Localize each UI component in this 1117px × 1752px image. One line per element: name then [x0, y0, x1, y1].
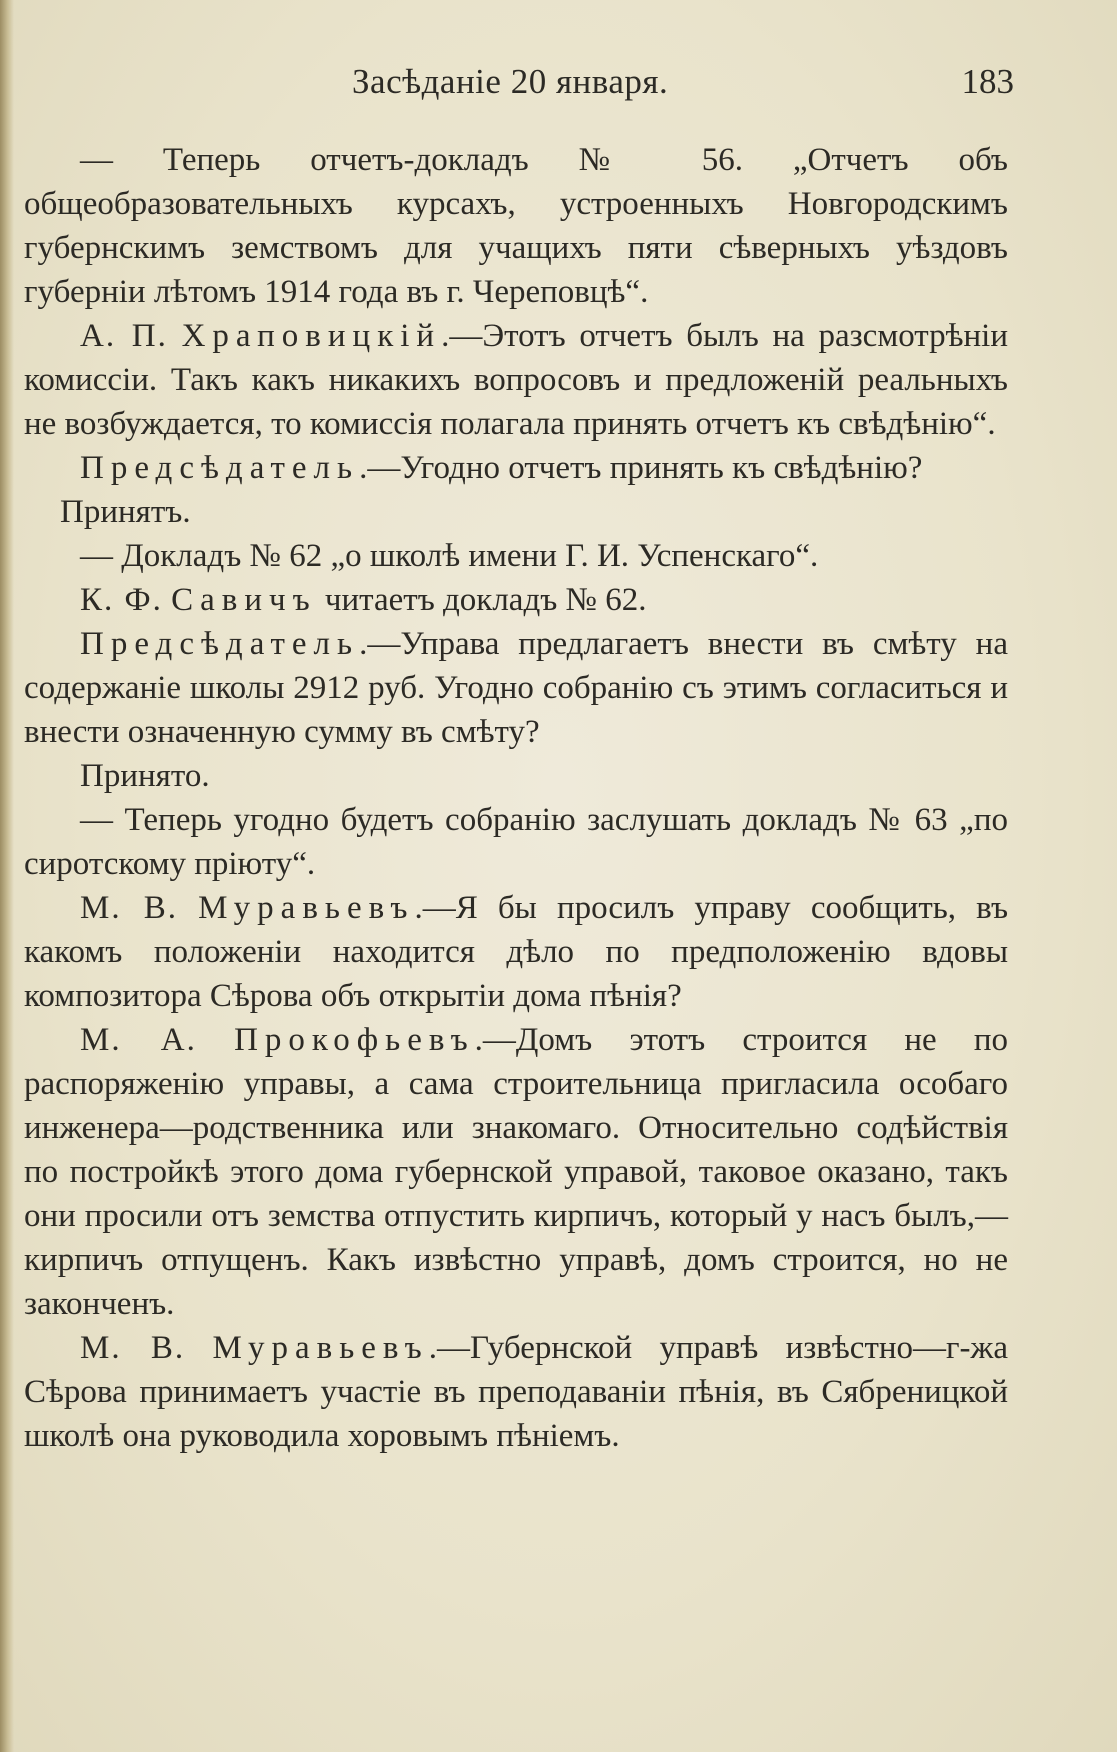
paragraph-text: — Теперь отчетъ-докладъ № 56. „Отчетъ объ общеобразовательныхъ курсахъ, устроенныхъ Новгородскимъ губернскимъ земствомъ для учащихъ пяти сѣверныхъ уѣздовъ губерніи лѣтомъ 1914 года въ г. Череповцѣ“. [24, 142, 1008, 310]
speaker-name: Предсѣдатель [80, 626, 360, 662]
paragraph [24, 314, 1008, 446]
speaker-name: Прокофьевъ [234, 1022, 475, 1058]
speaker-initials: М. В. [80, 890, 178, 926]
paragraph-text: .—Управа предлагаетъ внести въ смѣту на содержаніе школы 2912 руб. Угодно собранію съ этимъ согласиться и внести означенную сумму въ смѣту? [24, 626, 1008, 750]
paragraph-text: читаетъ докладъ № 62. [316, 582, 647, 618]
paragraph-text: Принято. [80, 758, 210, 794]
paragraph-text: .—Угодно отчетъ принять къ свѣдѣнію? [359, 450, 923, 486]
paragraph [24, 490, 1008, 534]
page-binding-edge [0, 0, 14, 1752]
speaker-initials: М. В. [80, 1330, 186, 1366]
paragraph-text: .—Домъ этотъ строится не по распоряженію управы, а сама строительница пригласила особаго инженера—родственника или знакомаго. Относительно содѣйствія по постройкѣ этого дома губернской управой, таковое оказано, такъ они просили отъ земства отпустить кирпичъ, который у насъ былъ,—кирпичъ отпущенъ. Какъ извѣстно управѣ, домъ строится, но не законченъ. [24, 1022, 1008, 1322]
paragraph [24, 886, 1008, 1018]
paragraph [24, 138, 1008, 314]
paragraph [24, 578, 1008, 622]
paragraph-text: .—Я бы просилъ управу сообщить, въ какомъ положеніи находится дѣло по предположенію вдовы композитора Сѣрова объ открытіи дома пѣнія? [24, 890, 1009, 1014]
paragraph-text: — Теперь угодно будетъ собранію заслушать докладъ № 63 „по сиротскому пріюту“. [24, 802, 1008, 882]
paragraph [24, 622, 1008, 754]
speaker-initials: А. П. [80, 318, 168, 354]
speaker-name: Предсѣдатель [80, 450, 360, 486]
page-number: 183 [961, 62, 1014, 101]
paragraph [24, 1326, 1008, 1458]
speaker-name: Муравьевъ [198, 890, 415, 926]
paragraph-text: .—Губернской управѣ извѣстно—г-жа Сѣрова принимаетъ участіе въ преподаваніи пѣнія, въ Сябреницкой школѣ она руководила хоровымъ пѣніемъ. [24, 1330, 1008, 1454]
paragraph [24, 754, 1008, 798]
paragraph [24, 1018, 1008, 1326]
speaker-name: Муравьевъ [212, 1330, 429, 1366]
paragraph [24, 534, 1008, 578]
running-title: Засѣданіе 20 января. [352, 62, 669, 101]
speaker-initials: М. А. [80, 1022, 197, 1058]
paragraph-text: — Докладъ № 62 „о школѣ имени Г. И. Успенскаго“. [80, 538, 819, 574]
speaker-initials: К. Ф. [80, 582, 163, 618]
paragraph [24, 446, 1008, 490]
paragraph-text: .—Этотъ отчетъ былъ на разсмотрѣніи комиссіи. Такъ какъ никакихъ вопросовъ и предложеній реальныхъ не возбуждается, то комиссія полагала принять отчетъ къ свѣдѣнію“. [24, 318, 1008, 442]
paragraph-text: Принятъ. [60, 494, 191, 530]
page-header [24, 62, 1014, 112]
speaker-name: Савичъ [171, 582, 317, 618]
speaker-name: Храповицкій [181, 318, 442, 354]
body-text [24, 138, 1008, 1458]
paragraph [24, 798, 1008, 886]
